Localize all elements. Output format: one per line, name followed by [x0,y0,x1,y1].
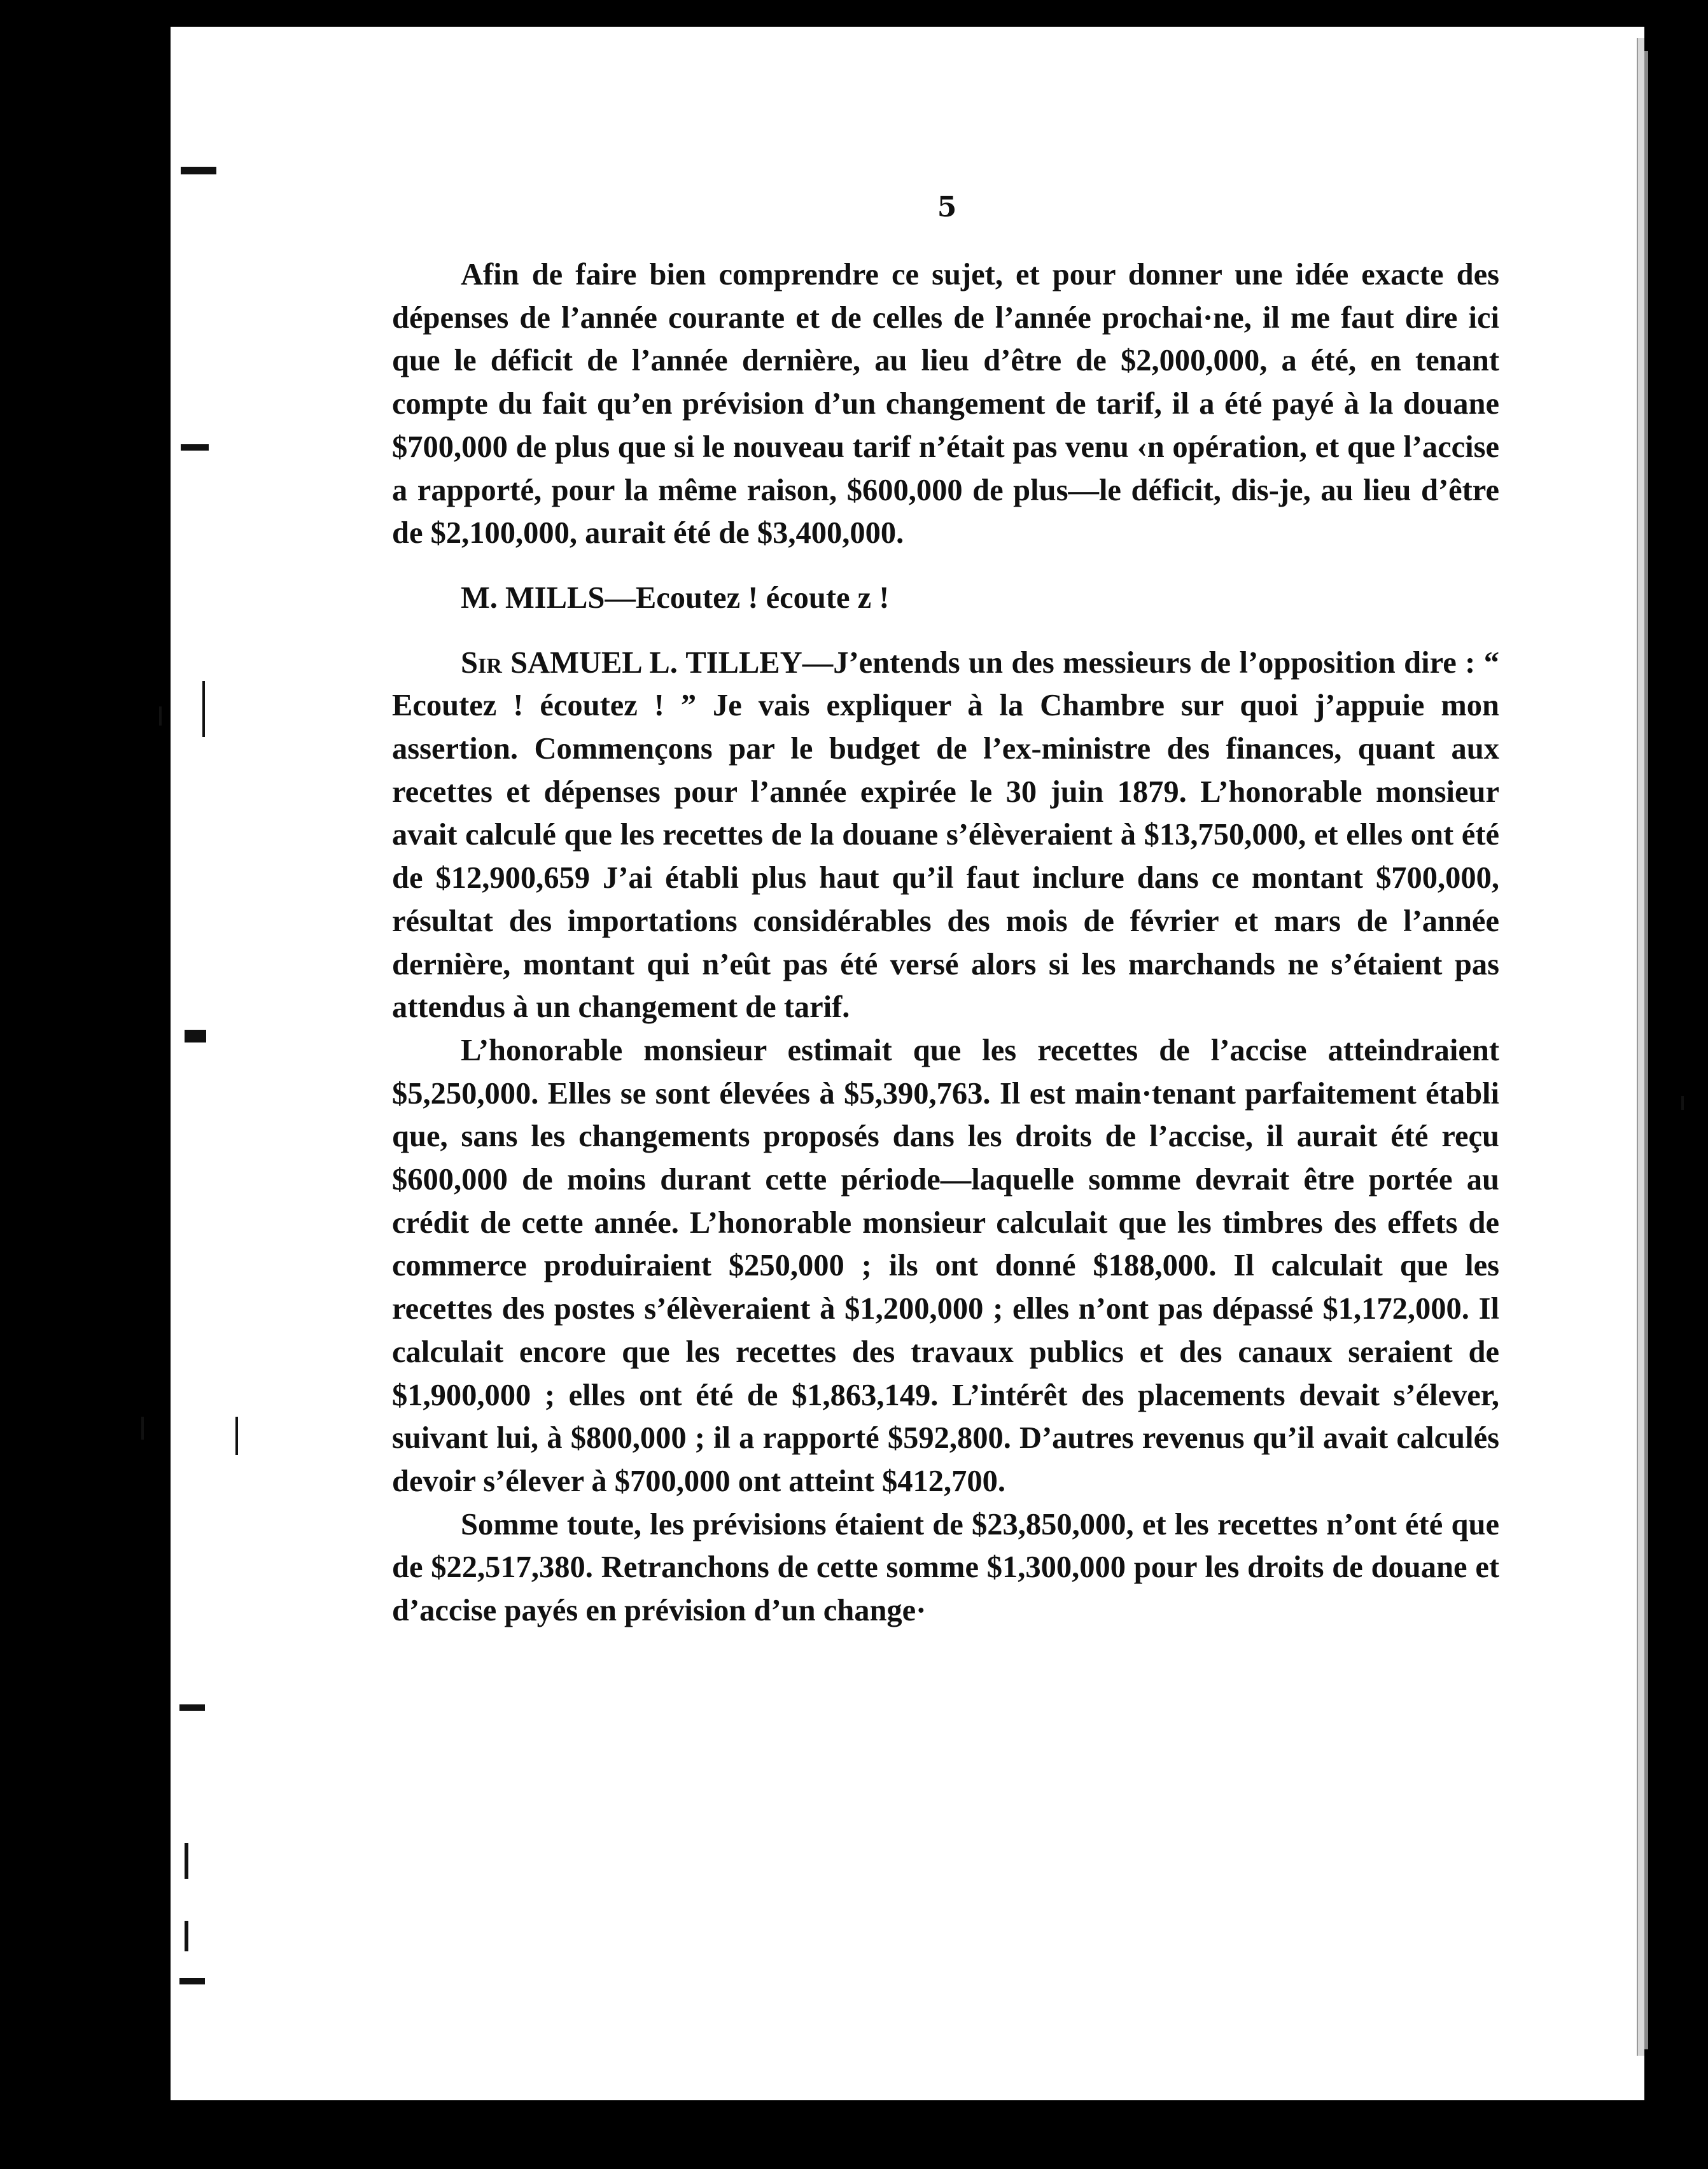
paragraph-4 [392,1029,1499,1503]
margin-mark [235,1417,238,1455]
speaker-name: Sir SAMUEL L. TILLEY [461,645,802,680]
page-number: 5 [937,191,957,223]
speaker-name: M. MILLS [461,580,605,615]
paragraph-3 [392,642,1499,1029]
margin-mark [185,1030,206,1042]
margin-mark [159,706,162,726]
page-edge-dark [1644,51,1648,2049]
paragraph-1 [392,253,1499,555]
margin-mark [179,1978,205,1984]
paragraph-text: —Ecoutez ! écoute z ! [605,580,890,615]
paragraph-text: —J’entends un des messieurs de l’opposition dire : “ Ecoutez ! écoutez ! ” Je vais expliquer à la Chambre sur quoi j’appuie mon assertion. Commençons par le budget de l’ex-ministre des finances, quant aux recettes et dépenses pour l’année expirée le 30 juin 1879. L’honorable monsieur avait calculé que les recettes de la douane s’élèveraient à $13,750,000, et elles ont été de $12,900,659 J’ai établi plus haut qu’il faut inclure dans ce montant $700,000, résultat des importations considérables des mois de février et mars de l’année dernière, montant qui n’eût pas été versé alors si les marchands ne s’étaient pas attendus à un changement de tarif. [392,645,1499,1025]
body-text [392,253,1499,1632]
margin-mark [1681,1096,1684,1110]
margin-mark [179,1704,205,1711]
margin-mark [141,1417,144,1440]
margin-mark [181,444,209,451]
paragraph-5 [392,1503,1499,1632]
paragraph-text: L’honorable monsieur estimait que les recettes de l’accise atteindraient $5,250,000. Elles se sont élevées à $5,390,763. Il est main·tenant parfaitement établi que, sans les changements proposés dans les droits de l’accise, il aurait été reçu $600,000 de moins durant cette période—laquelle somme devrait être portée au crédit de cette année. L’honorable monsieur calculait que les timbres des effets de commerce produiraient $250,000 ; ils ont donné $188,000. Il calculait que les recettes des postes s’élèveraient à $1,200,000 ; elles n’ont pas dépassé $1,172,000. Il calculait encore que les recettes des travaux publics et des canaux seraient de $1,900,000 ; elles ont été de $1,863,149. L’intérêt des placements devait s’élever, suivant lui, à $800,000 ; il a rapporté $592,800. D’autres revenus qu’il avait calculés devoir s’élever à $700,000 ont atteint $412,700. [392,1033,1499,1498]
paragraph-text: Afin de faire bien comprendre ce sujet, et pour donner une idée exacte des dépenses de l’année courante et de celles de l’année prochai·ne, il me faut dire ici que le déficit de l’année dernière, au lieu d’être de $2,000,000, a été, en tenant compte du fait qu’en prévision d’un changement de tarif, il a été payé à la douane $700,000 de plus que si le nouveau tarif n’était pas venu ‹n opération, et que l’accise a rapporté, pour la même raison, $600,000 de plus—le déficit, dis-je, au lieu d’être de $2,100,000, aurait été de $3,400,000. [392,258,1499,551]
paragraph-text: Somme toute, les prévisions étaient de $23,850,000, et les recettes n’ont été que de $22,517,380. Retranchons de cette somme $1,300,000 pour les droits de douane et d’accise payés en prévision d’un change· [392,1507,1499,1628]
margin-mark [185,1843,188,1879]
margin-mark [181,167,216,174]
page-edge-shadow [1637,38,1644,2056]
margin-mark [202,681,205,737]
margin-mark [185,1921,188,1951]
paragraph-2 [392,577,1499,620]
